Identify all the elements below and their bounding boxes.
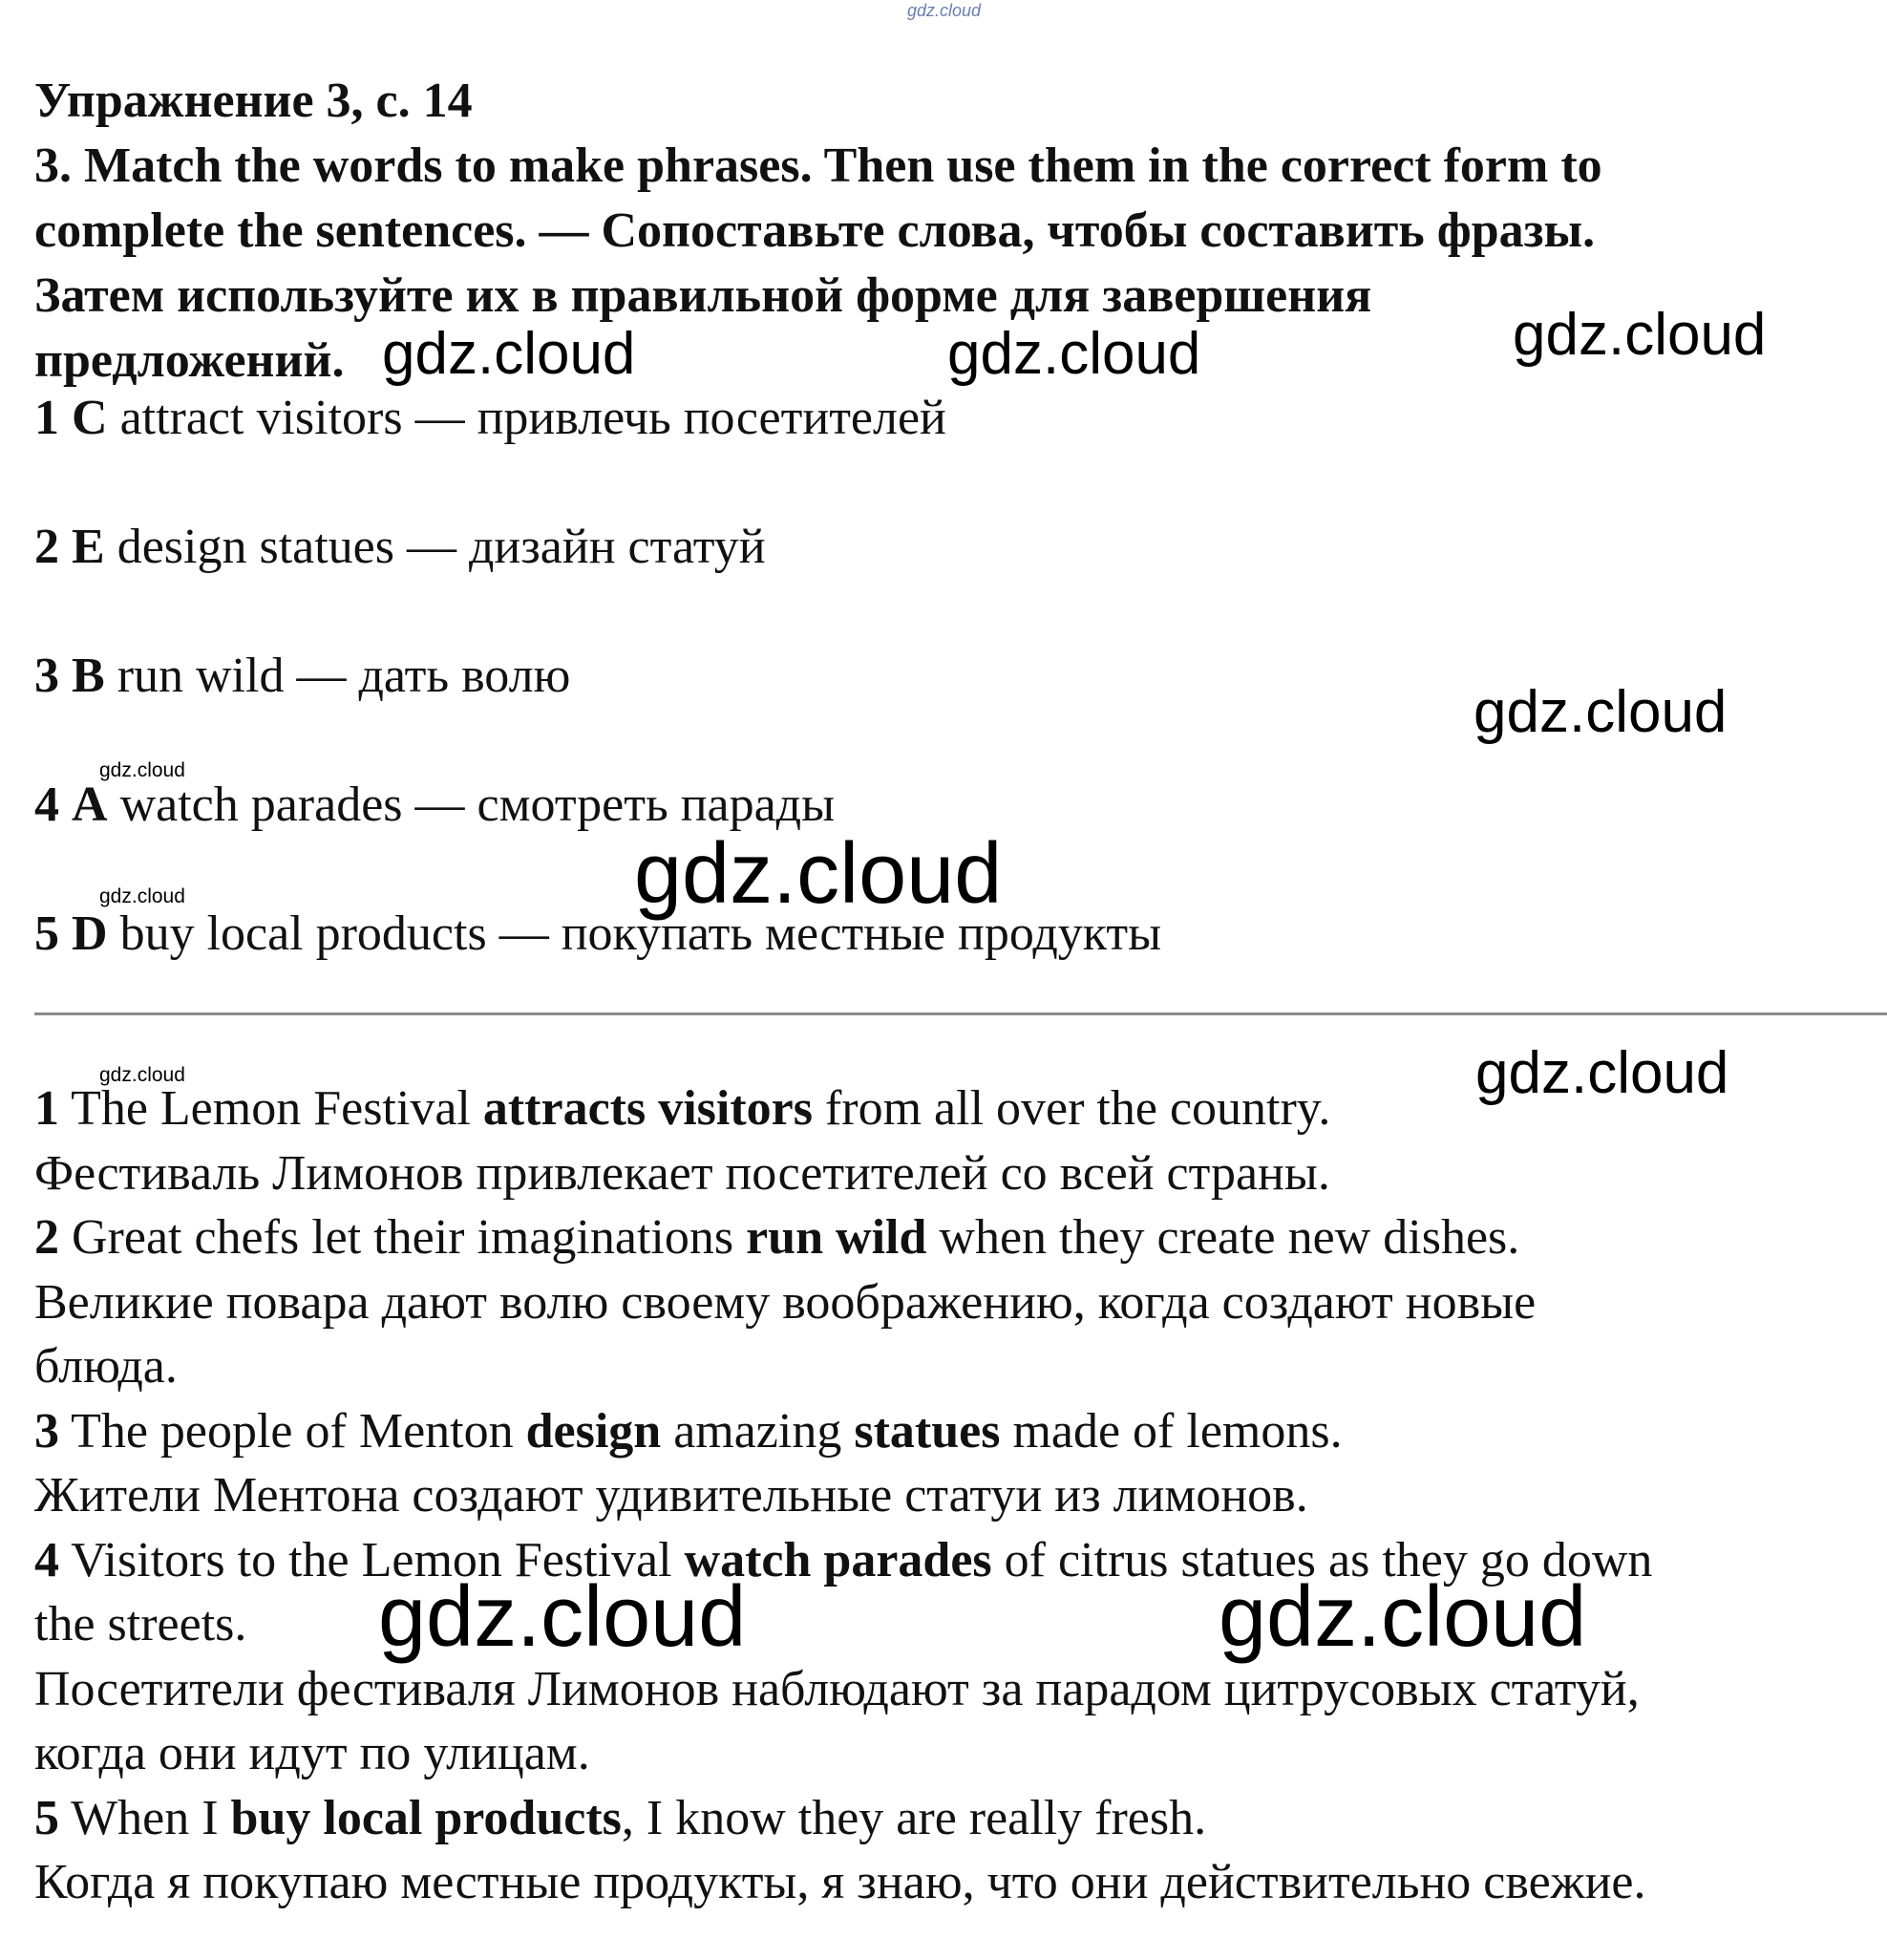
sentence-text: The Lemon Festival: [71, 1081, 483, 1136]
watermark-top: gdz.cloud: [907, 1, 982, 20]
sentence-text: when they create new dishes.: [926, 1210, 1520, 1265]
watermark: gdz.cloud: [947, 321, 1201, 387]
sentence-number: 3: [34, 1403, 59, 1459]
answer-item: [34, 515, 1868, 644]
sentence-phrase: design: [525, 1403, 662, 1459]
answer-text: run wild — дать волю: [117, 649, 571, 703]
answer-text: attract visitors — привлечь посетителей: [119, 391, 946, 445]
answer-number: 5: [34, 906, 59, 961]
answer-list: [34, 386, 1868, 1031]
watermark-large: gdz.cloud: [378, 1569, 747, 1665]
translation-1: Фестиваль Лимонов привлекает посетителей со всей страны.: [34, 1145, 1330, 1201]
sentence-number: 1: [34, 1081, 59, 1136]
translation-4-cont: когда они идут по улицам.: [34, 1726, 590, 1780]
sentence-text: from all over the country.: [812, 1081, 1331, 1136]
sentence-4-cont: the streets.: [34, 1597, 247, 1651]
answer-number: 4: [34, 778, 59, 832]
instruction-line: complete the sentences. — Сопоставьте слова, чтобы составить фразы.: [34, 203, 1596, 258]
watermark-small: gdz.cloud: [99, 759, 185, 781]
answer-letter: D: [72, 906, 108, 961]
answer-text: watch parades — смотреть парады: [119, 778, 836, 832]
answer-text: buy local products — покупать местные продукты: [119, 906, 1162, 961]
sentence-number: 2: [34, 1210, 59, 1265]
translation-2: Великие повара дают волю своему воображению, когда создают новые: [34, 1274, 1537, 1330]
sentence-phrase: run wild: [746, 1210, 927, 1265]
sentence-5: [34, 1786, 1868, 1851]
sentence-list: [34, 1076, 1868, 1915]
answer-item: [34, 902, 1868, 1031]
sentence-2: [34, 1205, 1868, 1270]
translation-4: Посетители фестиваля Лимонов наблюдают за парадом цитрусовых статуй,: [34, 1661, 1640, 1716]
sentence-4: [34, 1528, 1868, 1593]
instruction-line: 3. Match the words to make phrases. Then use them in the correct form to: [34, 138, 1602, 193]
sentence-1: [34, 1076, 1868, 1141]
watermark: gdz.cloud: [1513, 302, 1767, 368]
sentence-number: 5: [34, 1790, 59, 1845]
sentence-phrase: buy local products: [230, 1790, 622, 1845]
exercise-heading: [34, 69, 1858, 394]
answer-text: design statues — дизайн статуй: [117, 520, 766, 574]
answer-number: 1: [34, 391, 59, 445]
answer-letter: E: [72, 520, 105, 574]
watermark-small: gdz.cloud: [99, 1064, 185, 1086]
answer-letter: C: [72, 391, 108, 445]
answer-item: [34, 644, 1868, 773]
instruction-line: Затем используйте их в правильной форме для завершения: [34, 268, 1372, 323]
translation-3: Жители Ментона создают удивительные статуи из лимонов.: [34, 1468, 1308, 1523]
sentence-text: When I: [71, 1790, 231, 1845]
sentence-phrase: attracts visitors: [482, 1081, 813, 1136]
watermark: gdz.cloud: [1475, 1040, 1729, 1106]
answer-letter: B: [72, 649, 105, 703]
watermark-large: gdz.cloud: [1219, 1569, 1587, 1665]
sentence-text: made of lemons.: [1000, 1403, 1343, 1459]
answer-item: [34, 386, 1868, 515]
sentence-text: amazing: [661, 1403, 855, 1459]
sentence-text: , I know they are really fresh.: [621, 1790, 1207, 1845]
sentence-text: Visitors to the Lemon Festival: [71, 1532, 685, 1587]
section-divider: [34, 1012, 1887, 1015]
translation-2-cont: блюда.: [34, 1339, 178, 1394]
sentence-text: of citrus statues as they go down: [991, 1532, 1653, 1587]
sentence-number: 4: [34, 1532, 59, 1587]
sentence-3: [34, 1399, 1868, 1464]
watermark: gdz.cloud: [382, 321, 636, 387]
answer-letter: A: [72, 778, 108, 832]
exercise-title: Упражнение 3, с. 14: [34, 74, 473, 128]
instruction-line: предложений.: [34, 333, 345, 388]
answer-number: 3: [34, 649, 59, 703]
watermark: gdz.cloud: [1474, 679, 1728, 745]
sentence-text: The people of Menton: [71, 1403, 526, 1459]
sentence-phrase: watch parades: [684, 1532, 992, 1587]
answer-number: 2: [34, 520, 59, 574]
sentence-text: Great chefs let their imaginations: [72, 1210, 747, 1265]
translation-5: Когда я покупаю местные продукты, я знаю, что они действительно свежие.: [34, 1855, 1646, 1909]
answer-item: [34, 773, 1868, 902]
sentence-phrase: statues: [854, 1403, 1001, 1459]
watermark-large: gdz.cloud: [634, 826, 1003, 922]
watermark-small: gdz.cloud: [99, 885, 185, 907]
